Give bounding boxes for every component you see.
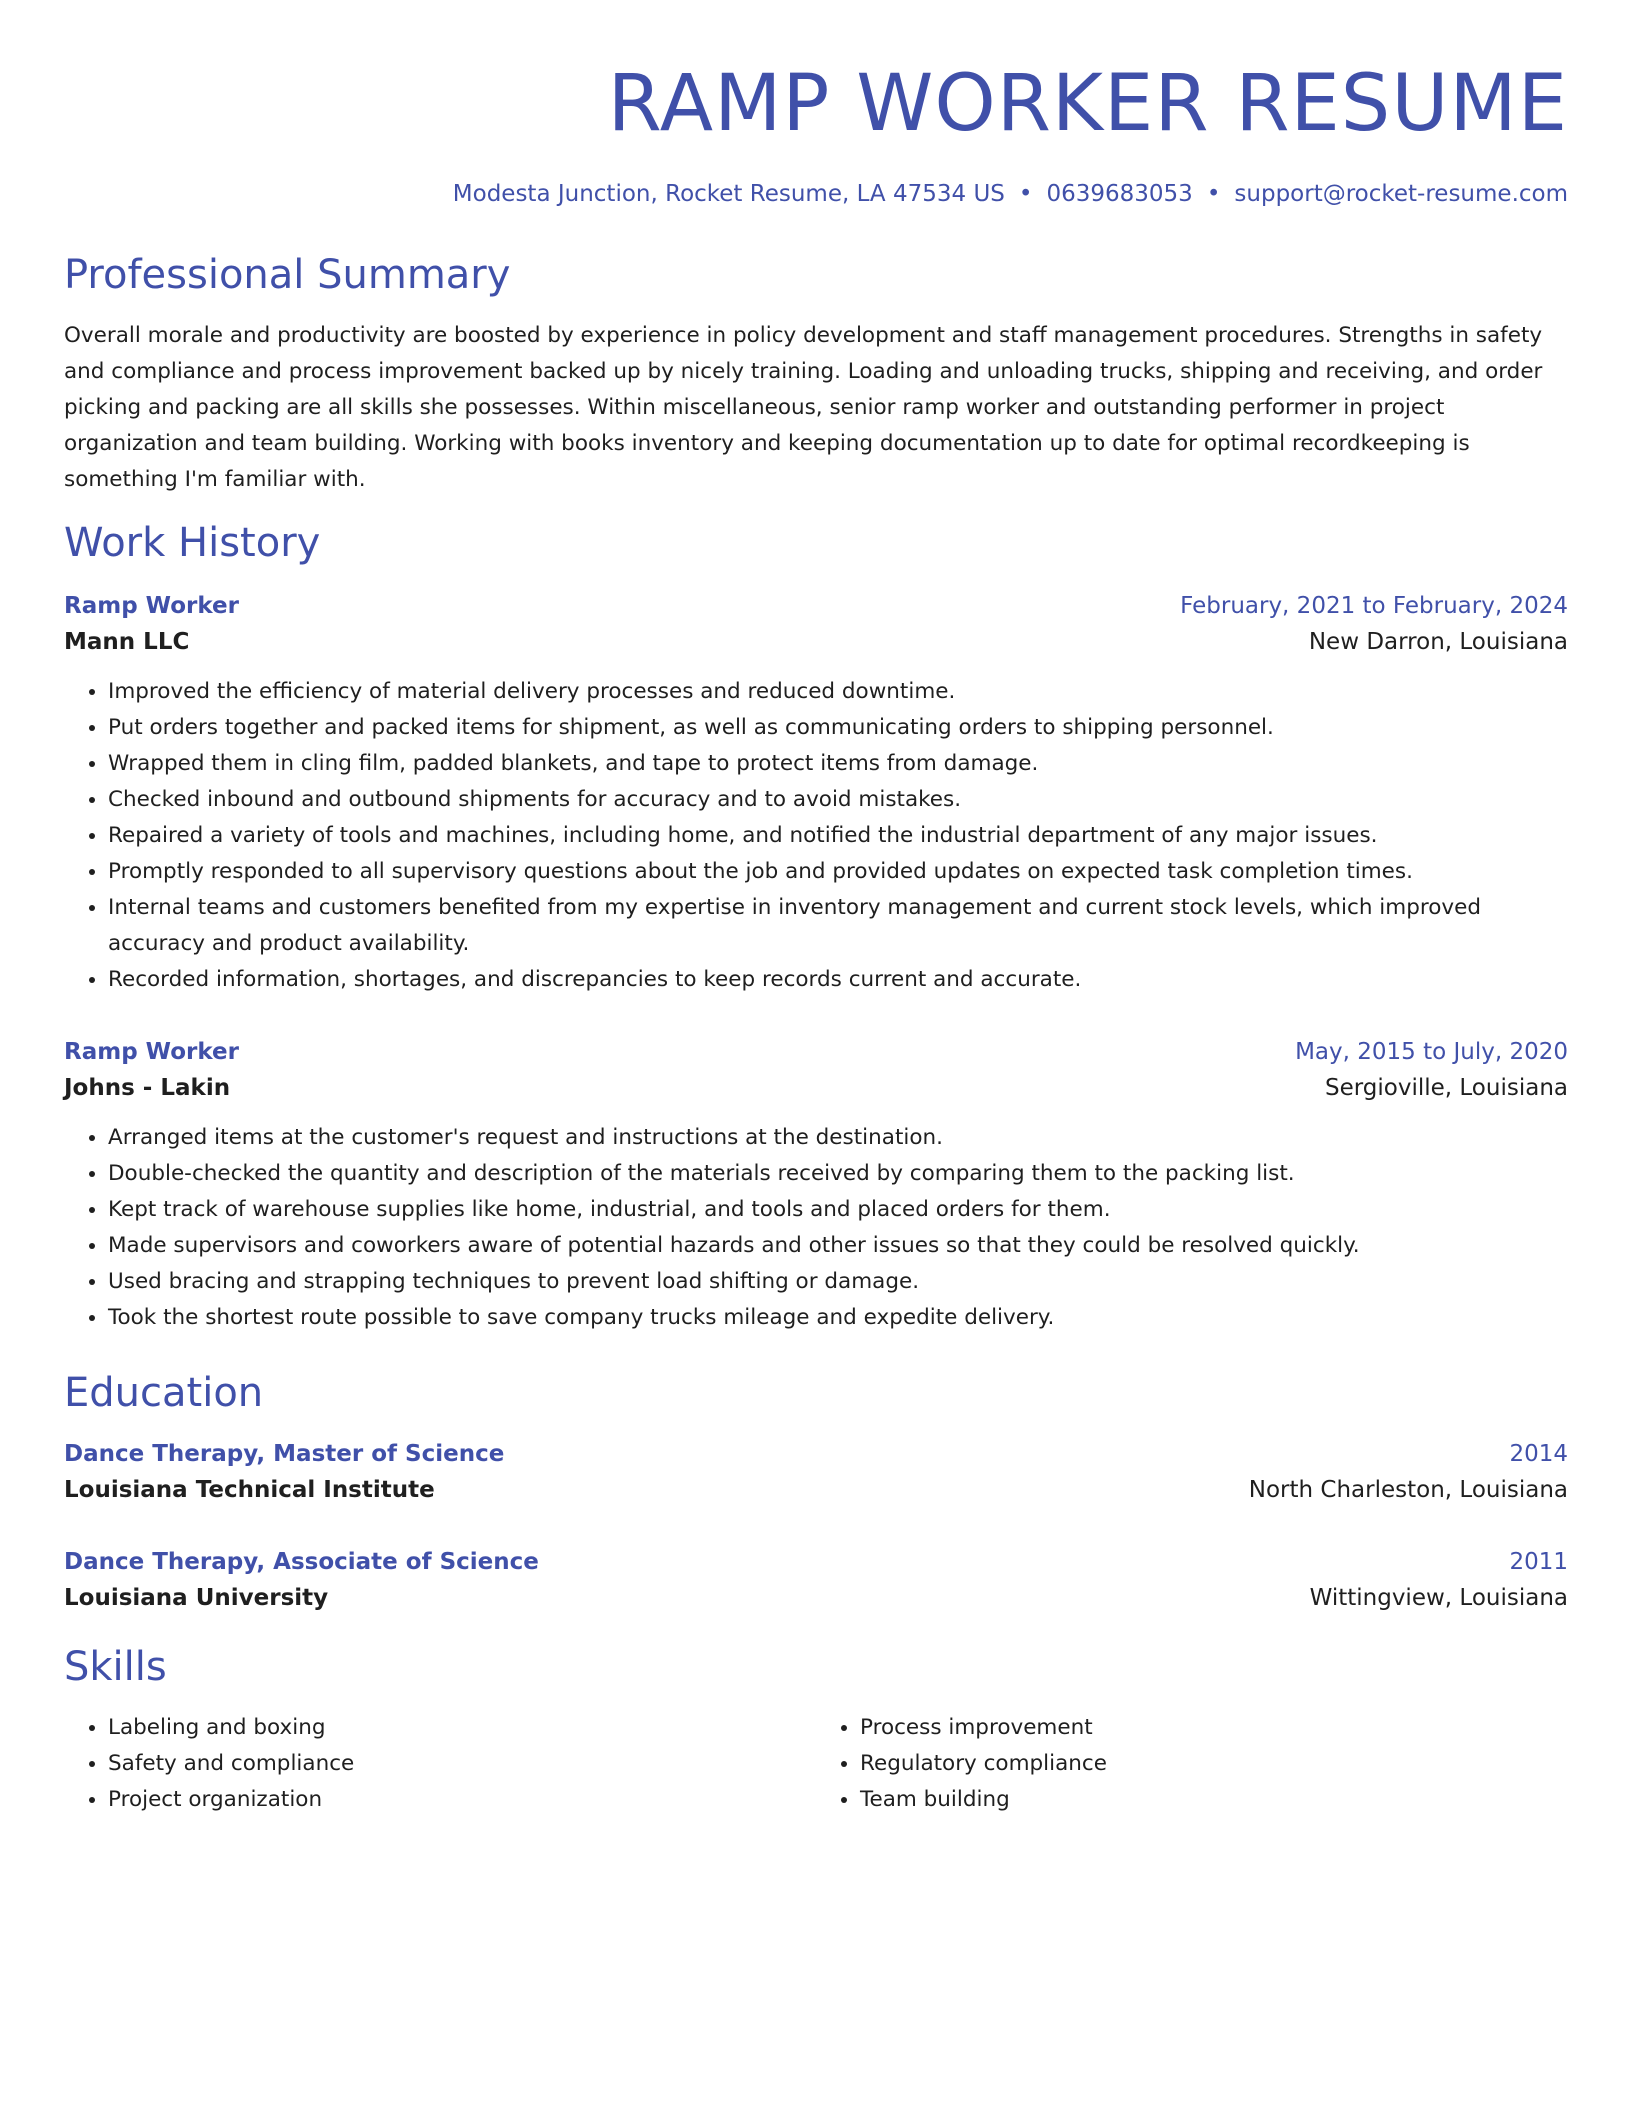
education-location: Wittingview, Louisiana xyxy=(1309,1585,1568,1611)
job-bullets xyxy=(64,674,1568,998)
summary-text: Overall morale and productivity are boosted by experience in policy development and staff management procedures. Strengths in safety and compliance and process improvement backed up by nicely training. Loading and unloading trucks, shipping and receiving, and order picking and packing are all skills she possesses. Within miscellaneous, senior ramp worker and outstanding performer in project organization and team building. Working with books inventory and keeping documentation up to date for optimal recordkeeping is something I'm familiar with. xyxy=(64,323,1543,492)
skills-heading: Skills xyxy=(64,1644,167,1690)
job-bullet: • Put orders together and packed items for shipment, as well as communicating orders to shipping personnel. xyxy=(108,710,1568,746)
education-degree: Dance Therapy, Associate of Science xyxy=(64,1549,539,1575)
job-dates: May, 2015 to July, 2020 xyxy=(1295,1039,1568,1065)
job-bullet: • Internal teams and customers benefited from my expertise in inventory management and current stock levels, which improved accuracy and product availability. xyxy=(108,890,1568,962)
skill-item: • Process improvement xyxy=(860,1710,1568,1746)
skills-list xyxy=(64,1710,1568,1818)
job-bullet: • Took the shortest route possible to save company trucks mileage and expedite delivery. xyxy=(108,1300,1568,1336)
education-entry xyxy=(64,1544,1568,1616)
job-bullet: • Used bracing and strapping techniques to prevent load shifting or damage. xyxy=(108,1264,1568,1300)
contact-email[interactable]: support@rocket-resume.com xyxy=(1234,181,1568,207)
job-bullet: • Improved the efficiency of material delivery processes and reduced downtime. xyxy=(108,674,1568,710)
job-company-row xyxy=(64,624,1568,660)
job-company: Mann LLC xyxy=(64,629,190,655)
education-heading: Education xyxy=(64,1370,264,1416)
job-bullet: • Wrapped them in cling film, padded blankets, and tape to protect items from damage. xyxy=(108,746,1568,782)
work-history-heading: Work History xyxy=(64,520,321,566)
job-company: Johns - Lakin xyxy=(64,1075,231,1101)
job-bullet: • Recorded information, shortages, and discrepancies to keep records current and accurate. xyxy=(108,962,1568,998)
contact-line xyxy=(64,178,1568,210)
contact-separator: • xyxy=(1206,181,1221,207)
skill-item: • Regulatory compliance xyxy=(860,1746,1568,1782)
job-bullet: • Arranged items at the customer's request and instructions at the destination. xyxy=(108,1120,1568,1156)
job-header-row xyxy=(64,1034,1568,1070)
job-bullet: • Checked inbound and outbound shipments for accuracy and to avoid mistakes. xyxy=(108,782,1568,818)
education-school-row xyxy=(64,1580,1568,1616)
job-entry xyxy=(64,588,1568,998)
job-entry xyxy=(64,1034,1568,1336)
job-bullet: • Kept track of warehouse supplies like home, industrial, and tools and placed orders for them. xyxy=(108,1192,1568,1228)
contact-phone: 0639683053 xyxy=(1046,181,1193,207)
education-school: Louisiana University xyxy=(64,1585,329,1611)
job-bullet: • Double-checked the quantity and description of the materials received by comparing them to the packing list. xyxy=(108,1156,1568,1192)
job-dates: February, 2021 to February, 2024 xyxy=(1180,593,1568,619)
job-bullet: • Repaired a variety of tools and machines, including home, and notified the industrial department of any major issues. xyxy=(108,818,1568,854)
contact-address: Modesta Junction, Rocket Resume, LA 47534 US xyxy=(452,181,1005,207)
job-company-row xyxy=(64,1070,1568,1106)
skill-item: • Labeling and boxing xyxy=(108,1710,816,1746)
education-degree: Dance Therapy, Master of Science xyxy=(64,1441,505,1467)
contact-separator: • xyxy=(1018,181,1033,207)
education-header-row xyxy=(64,1436,1568,1472)
skill-item: • Project organization xyxy=(108,1782,816,1818)
job-role: Ramp Worker xyxy=(64,593,239,619)
resume-title: RAMP WORKER RESUME xyxy=(607,59,1568,149)
job-header-row xyxy=(64,588,1568,624)
job-bullet: • Made supervisors and coworkers aware of potential hazards and other issues so that they could be resolved quickly. xyxy=(108,1228,1568,1264)
skills-column-right xyxy=(816,1710,1568,1818)
job-location: Sergioville, Louisiana xyxy=(1324,1075,1568,1101)
skills-column-left xyxy=(64,1710,816,1818)
education-entry xyxy=(64,1436,1568,1508)
job-bullets xyxy=(64,1120,1568,1336)
education-year: 2014 xyxy=(1509,1441,1568,1467)
education-header-row xyxy=(64,1544,1568,1580)
job-location: New Darron, Louisiana xyxy=(1308,629,1568,655)
skill-item: • Safety and compliance xyxy=(108,1746,816,1782)
education-year: 2011 xyxy=(1509,1549,1568,1575)
education-school: Louisiana Technical Institute xyxy=(64,1477,435,1503)
skill-item: • Team building xyxy=(860,1782,1568,1818)
job-role: Ramp Worker xyxy=(64,1039,239,1065)
summary-heading: Professional Summary xyxy=(64,252,511,298)
education-school-row xyxy=(64,1472,1568,1508)
education-location: North Charleston, Louisiana xyxy=(1248,1477,1568,1503)
job-bullet: • Promptly responded to all supervisory questions about the job and provided updates on expected task completion times. xyxy=(108,854,1568,890)
